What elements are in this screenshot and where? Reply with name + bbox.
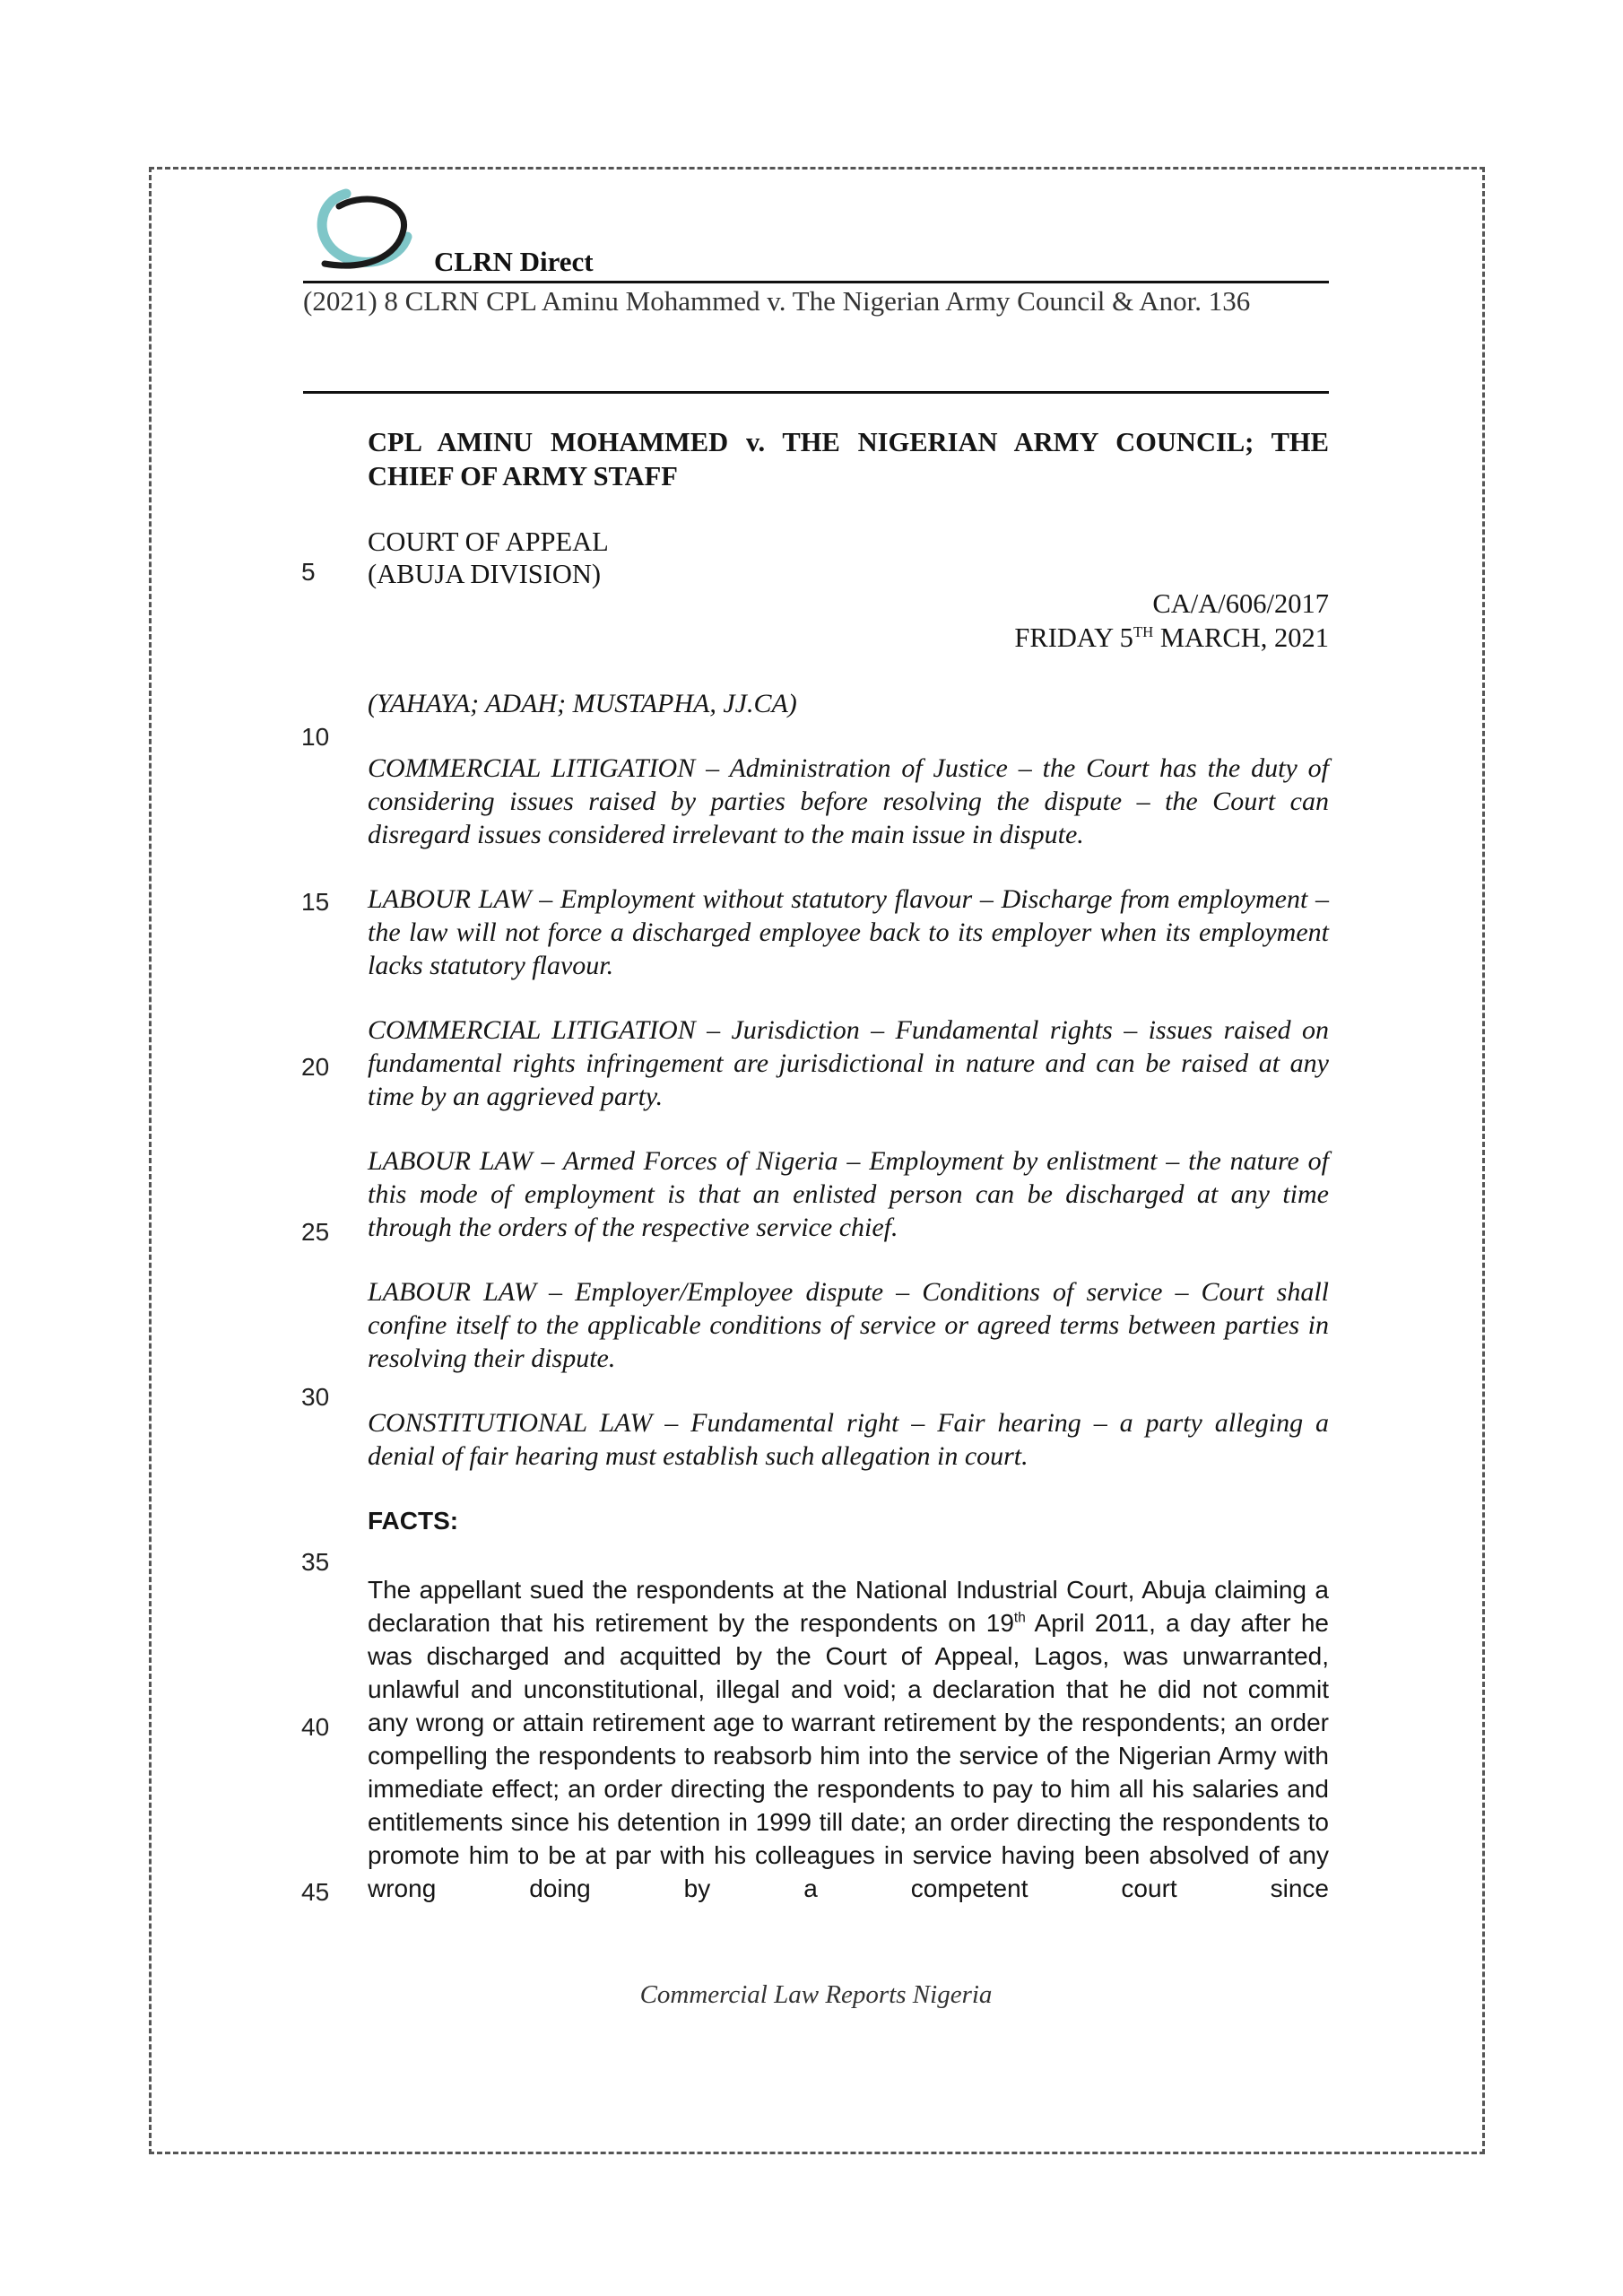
facts-paragraph	[368, 1573, 1329, 1905]
facts-superscript: th	[1013, 1610, 1026, 1626]
line-number: 10	[301, 723, 330, 751]
headnote-5: LABOUR LAW – Employer/Employee dispute – Conditions of service – Court shall confine itself to the applicable conditions of service or agreed terms between parties in resolving their dispute.	[368, 1277, 1329, 1373]
clrn-logo-icon	[312, 185, 416, 280]
court-name	[368, 526, 1329, 590]
facts-text: The appellant sued the respondents at the National Industrial Court, Abuja claiming a declaration that his retirement by the respondents on 19	[368, 1576, 1329, 1637]
line-number: 15	[301, 888, 330, 916]
line-number: 35	[301, 1548, 330, 1576]
case-title: CPL AMINU MOHAMMED v. THE NIGERIAN ARMY COUNCIL; THE CHIEF OF ARMY STAFF	[368, 427, 1329, 491]
judges-panel: (YAHAYA; ADAH; MUSTAPHA, JJ.CA)	[368, 689, 797, 718]
court-line: COURT OF APPEAL	[368, 526, 609, 557]
line-number: 25	[301, 1218, 330, 1246]
citation-header: (2021) 8 CLRN CPL Aminu Mohammed v. The Nigerian Army Council & Anor. 136	[303, 285, 1251, 317]
date-superscript: TH	[1133, 622, 1154, 640]
brand-name: CLRN Direct	[434, 246, 594, 277]
headnote-4: LABOUR LAW – Armed Forces of Nigeria – Employment by enlistment – the nature of this mode of employment is that an enlisted person can be discharged at any time through the orders of the respective service chief.	[368, 1146, 1329, 1242]
header-rule-bottom	[303, 391, 1329, 394]
suit-number: CA/A/606/2017	[1152, 588, 1329, 619]
line-number: 30	[301, 1383, 330, 1411]
line-number: 5	[301, 558, 316, 586]
line-number: 40	[301, 1713, 330, 1741]
judgment-date	[368, 622, 1329, 654]
date-prefix: FRIDAY 5	[1014, 622, 1133, 653]
line-number: 45	[301, 1878, 330, 1906]
header-rule	[303, 281, 1329, 283]
headnote-2: LABOUR LAW – Employment without statutory flavour – Discharge from employment – the law will not force a discharged employee back to its employer when its employment lacks statutory flavour.	[368, 884, 1329, 980]
facts-heading: FACTS:	[368, 1507, 459, 1535]
court-division: (ABUJA DIVISION)	[368, 559, 602, 589]
facts-text-continued: April 2011, a day after he was discharged and acquitted by the Court of Appeal, Lagos, was unwarranted, unlawful and unconstitutional, illegal and void; a declaration that he did not commit any wrong or attain retirement age to warrant retirement by the respondents; an order compelling the respondents to reabsorb him into the service of the Nigerian Army with immediate effect; an order directing the respondents to pay to him all his salaries and entitlements since his detention in 1999 till date; an order directing the respondents to promote him to be at par with his colleagues in service having been absolved of any wrong doing by a competent court since	[368, 1609, 1329, 1902]
line-number: 20	[301, 1053, 330, 1081]
headnote-6: CONSTITUTIONAL LAW – Fundamental right – Fair hearing – a party alleging a denial of fair hearing must establish such allegation in court.	[368, 1408, 1329, 1471]
headnote-3: COMMERCIAL LITIGATION – Jurisdiction – Fundamental rights – issues raised on fundamental rights infringement are jurisdictional in nature and can be raised at any time by an aggrieved party.	[368, 1015, 1329, 1111]
date-suffix: MARCH, 2021	[1153, 622, 1329, 653]
headnote-1: COMMERCIAL LITIGATION – Administration of Justice – the Court has the duty of considering issues raised by parties before resolving the dispute – the Court can disregard issues considered irrelevant to the main issue in dispute.	[368, 753, 1329, 849]
page-footer: Commercial Law Reports Nigeria	[639, 1980, 993, 2009]
